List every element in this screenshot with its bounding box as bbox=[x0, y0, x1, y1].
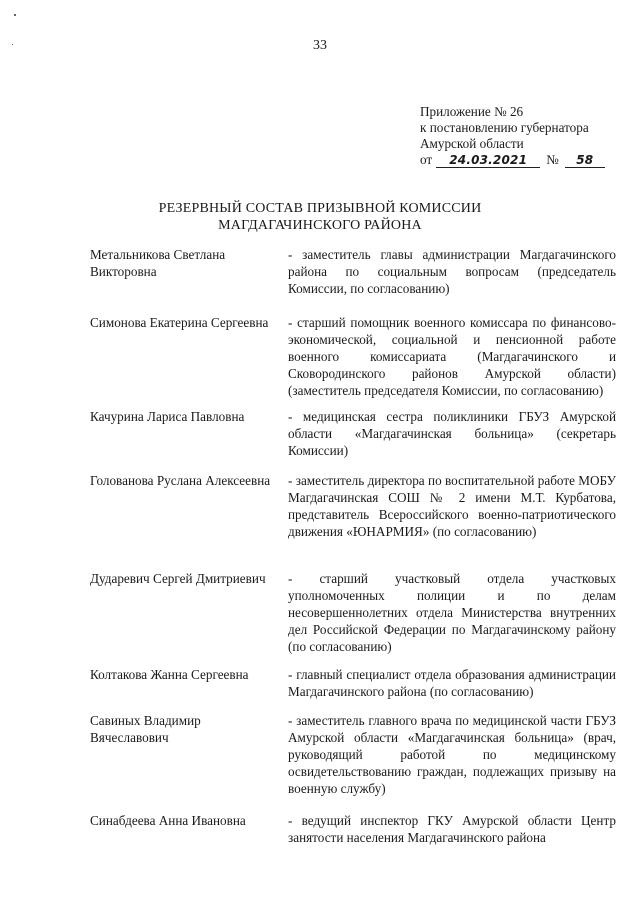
title-line-1: РЕЗЕРВНЫЙ СОСТАВ ПРИЗЫВНОЙ КОМИССИИ bbox=[158, 201, 482, 216]
appendix-date-number-row bbox=[420, 152, 620, 168]
member-name: Синабдеева Анна Ивановна bbox=[90, 813, 246, 828]
appendix-title: Приложение № 26 bbox=[420, 104, 524, 119]
number-prefix: № bbox=[546, 152, 559, 167]
member-name: Дударевич Сергей Дмитриевич bbox=[90, 571, 266, 586]
title-line-2: МАГДАГАЧИНСКОГО РАЙОНА bbox=[218, 218, 422, 233]
appendix-region: Амурской области bbox=[420, 136, 524, 151]
member-role: - главный специалист отдела образования администрации Магдагачинского района (по согласованию) bbox=[288, 667, 616, 699]
page-number: 33 bbox=[313, 38, 327, 53]
member-name: Метальникова Светлана Викторовна bbox=[90, 247, 226, 279]
member-role: - старший помощник военного комиссара по финансово-экономической, социальной и пенсионной работе военного комиссариата (Магдагачинского и Сковородинского районов Амурской области) (заместитель председателя Комиссии, по согласованию) bbox=[288, 315, 616, 398]
handwritten-date: 24.03.2021 bbox=[436, 154, 540, 168]
member-role: - заместитель главного врача по медицинской части ГБУЗ Амурской области «Магдагачинская больница» (врач, руководящий работой по медицинскому освидетельствованию граждан, подлежащих призыву на военную службу) bbox=[288, 713, 616, 796]
member-role: - заместитель главы администрации Магдагачинского района по социальным вопросам (председатель Комиссии, по согласованию) bbox=[288, 247, 616, 296]
member-name: Голованова Руслана Алексеевна bbox=[90, 473, 271, 488]
member-name: Савиных Владимир Вячеславович bbox=[90, 713, 201, 745]
member-role: - старший участковый отдела участковых уполномоченных полиции и по делам несовершеннолетних отдела Министерства внутренних дел Российской Федерации по Магдагачинскому району (по согласованию) bbox=[288, 571, 616, 654]
appendix-decree-ref: к постановлению губернатора bbox=[420, 120, 589, 135]
member-name: Симонова Екатерина Сергеевна bbox=[90, 315, 269, 330]
member-role: - медицинская сестра поликлиники ГБУЗ Амурской области «Магдагачинская больница» (секретарь Комиссии) bbox=[288, 409, 616, 458]
document-title bbox=[0, 200, 640, 234]
date-prefix: от bbox=[420, 152, 433, 167]
handwritten-number: 58 bbox=[565, 154, 605, 168]
member-name: Качурина Лариса Павловна bbox=[90, 409, 245, 424]
member-role: - ведущий инспектор ГКУ Амурской области Центр занятости населения Магдагачинского района bbox=[288, 813, 616, 845]
member-role: - заместитель директора по воспитательной работе МОБУ Магдагачинская СОШ № 2 имени М.Т. Курбатова, представитель Всероссийского военно-патриотического движения «ЮНАРМИЯ» (по согласованию) bbox=[288, 473, 616, 539]
scan-speck bbox=[14, 14, 16, 16]
member-name: Колтакова Жанна Сергеевна bbox=[90, 667, 249, 682]
appendix-block bbox=[420, 104, 620, 168]
